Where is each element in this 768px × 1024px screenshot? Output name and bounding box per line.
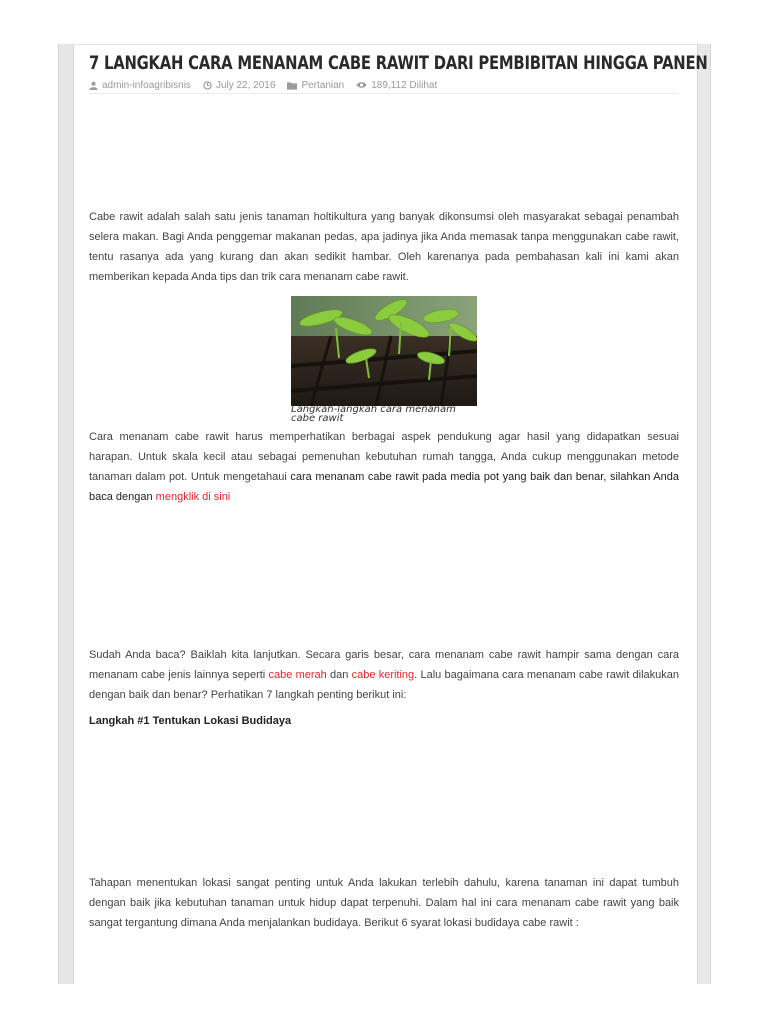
meta-category[interactable] xyxy=(287,80,344,91)
left-border-bar xyxy=(58,44,74,984)
paragraph-overview-text-a: Sudah Anda baca? Baiklah kita lanjutkan. Secara garis besar, cara menanam cabe rawit hampir sama dengan cara menanam cabe jenis lainnya seperti xyxy=(89,649,679,681)
eye-icon xyxy=(356,81,367,89)
author-name: admin-infoagribisnis xyxy=(102,79,191,91)
paragraph-overview-text-b: dan xyxy=(326,669,352,681)
post-date: July 22, 2016 xyxy=(215,79,276,91)
cabe-merah-link[interactable]: cabe merah xyxy=(268,669,327,681)
paragraph-pot-text: Cara menanam cabe rawit harus memperhatikan berbagai aspek pendukung agar hasil yang didapatkan sesuai harapan. Untuk skala kecil atau sebagai pemenuhan kebutuhan rumah tangga, Anda cukup menggunakan metode tanaman dalam pot. Untuk mengetahaui xyxy=(89,431,679,483)
post-title: 7 LANGKAH CARA MENANAM CABE RAWIT DARI PEMBIBITAN HINGGA PANEN xyxy=(89,52,708,74)
folder-icon xyxy=(287,81,297,90)
category-name: Pertanian xyxy=(301,79,345,91)
intro-paragraph: Cabe rawit adalah salah satu jenis tanaman holtikultura yang banyak dikonsumsi oleh masyarakat sebagai penambah selera makan. Bagi Anda penggemar makanan pedas, apa jadinya jika Anda memasak tanpa menggunakan cabe rawit, tentu rasanya ada yang kurang dan akan sedikit hambar. Oleh karenanya pada pembahasan kali ini kami akan memberikan kepada Anda tips dan trik cara menanam cabe rawit. xyxy=(89,211,679,283)
meta-author[interactable] xyxy=(89,80,191,91)
meta-date xyxy=(203,80,276,91)
clock-icon xyxy=(203,81,212,90)
top-divider xyxy=(72,44,697,45)
paragraph-overview-text-c: . Lalu bagaimana cara menanam cabe rawit dilakukan dengan baik dan benar? Perhatikan 7 langkah penting berikut ini: xyxy=(89,669,680,701)
paragraph-location: Tahapan menentukan lokasi sangat penting untuk Anda lakukan terlebih dahulu, karena tanaman ini dapat tumbuh dengan baik jika kebutuhan tanaman untuk hidup dapat terpenuhi. Dalam hal ini cara menanam cabe rawit yang baik sangat tergantung dimana Anda menjalankan budidaya. Berikut 6 syarat lokasi budidaya cabe rawit : xyxy=(89,877,679,929)
step-1-heading: Langkah #1 Tentukan Lokasi Budidaya xyxy=(89,715,292,727)
right-border-bar xyxy=(697,44,711,984)
meta-divider xyxy=(89,93,679,94)
post-meta xyxy=(89,78,449,92)
cabe-rawit-seedlings-image xyxy=(291,296,477,406)
user-icon xyxy=(89,81,98,90)
cabe-keriting-link[interactable]: cabe keriting xyxy=(351,669,415,681)
paragraph-overview xyxy=(89,645,679,705)
mengklik-di-sini-link[interactable]: mengklik di sini xyxy=(155,491,231,503)
meta-views xyxy=(356,80,437,91)
paragraph-pot-method xyxy=(89,427,679,507)
image-caption: Langkah-langkah cara menanam cabe rawit xyxy=(291,404,456,424)
paragraph-pot-dark-text: cara menanam cabe rawit pada media pot yang baik dan benar, silahkan Anda baca dengan xyxy=(89,471,679,503)
view-count: 189,112 Dilihat xyxy=(371,79,438,91)
